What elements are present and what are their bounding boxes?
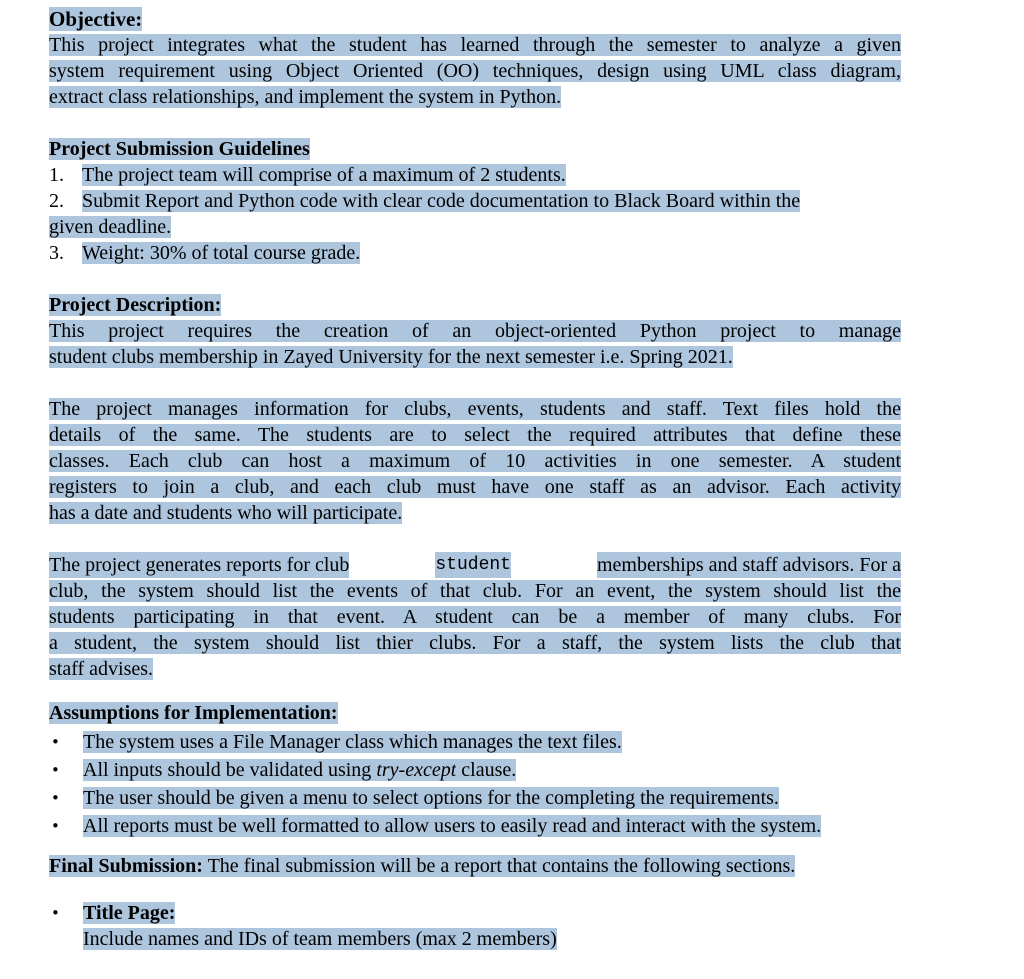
bullet-icon: •: [51, 817, 60, 835]
guideline-item-continuation: [49, 214, 901, 240]
assumption-item: [49, 812, 901, 840]
description-line: [49, 656, 901, 682]
assumption-item: [49, 728, 901, 756]
final-submission-label: Final Submission:: [49, 855, 203, 877]
description-line: [49, 318, 901, 344]
text-run: Weight: 30% of total course grade.: [82, 242, 361, 264]
bullet-icon: •: [51, 761, 60, 779]
section-item-title-page: [49, 900, 901, 926]
final-submission-text: The final submission will be a report that contains the following sections.: [202, 855, 796, 877]
text-run: The user should be given a menu to select options for the completing the requirements.: [83, 787, 779, 809]
text-run: student clubs membership in Zayed University for the next semester i.e. Spring 2021.: [49, 346, 733, 368]
title-page-description: [49, 926, 901, 952]
assumption-item: [49, 784, 901, 812]
description-line: [49, 500, 901, 526]
text-run: extract class relationships, and implement the system in Python.: [49, 86, 562, 108]
guideline-number: 2.: [49, 190, 64, 212]
text-run: Submit Report and Python code with clear code documentation to Black Board within the: [82, 190, 801, 212]
guideline-number: 1.: [49, 164, 64, 186]
text-run: try-except: [376, 759, 457, 781]
text-run: has a date and students who will participate.: [49, 502, 403, 524]
text-run: All inputs should be validated using: [83, 759, 377, 781]
document-page: [49, 6, 901, 952]
text-run: a student, the system should list thier clubs. For a staff, the system lists the club that: [49, 632, 901, 654]
objective-line: [49, 84, 901, 110]
objective-heading: [49, 6, 901, 32]
text-run: system requirement using Object Oriented (OO) techniques, design using UML class diagram,: [49, 60, 901, 82]
text-run: The project generates reports for club: [49, 554, 350, 576]
text-run: This project requires the creation of an object-oriented Python project to manage: [49, 320, 901, 342]
bullet-icon: •: [51, 904, 60, 922]
assumptions-heading: [49, 698, 901, 728]
text-run: This project integrates what the student has learned through the semester to analyze a given: [49, 34, 901, 56]
description-line: [49, 422, 901, 448]
text-run: club, the system should list the events of that club. For an event, the system should list the: [49, 580, 901, 602]
guidelines-heading: [49, 136, 901, 162]
description-line: [49, 552, 901, 578]
bullet-icon: •: [51, 789, 60, 807]
text-run: students participating in that event. A student can be a member of many clubs. For: [49, 606, 901, 628]
description-line: [49, 604, 901, 630]
text-run: The project manages information for clubs, events, students and staff. Text files hold the: [49, 398, 901, 420]
text-run: memberships and staff advisors. For a: [596, 554, 901, 576]
text-run: student: [435, 552, 511, 578]
text-run: Assumptions for Implementation:: [49, 702, 338, 724]
text-run: Project Submission Guidelines: [49, 138, 310, 160]
description-line: [49, 448, 901, 474]
text-run: The project team will comprise of a maximum of 2 students.: [82, 164, 566, 186]
text-run: The system uses a File Manager class which manages the text files.: [83, 731, 622, 753]
guideline-item: [49, 188, 901, 214]
text-run: details of the same. The students are to select the required attributes that define these: [49, 424, 901, 446]
description-line: [49, 578, 901, 604]
text-run: classes. Each club can host a maximum of 10 activities in one semester. A student: [49, 450, 901, 472]
description-line: [49, 474, 901, 500]
text-run: given deadline.: [49, 216, 172, 238]
objective-line: [49, 58, 901, 84]
text-run: Project Description:: [49, 294, 222, 316]
description-line: [49, 396, 901, 422]
description-line: [49, 630, 901, 656]
text-run: staff advises.: [49, 658, 154, 680]
objective-line: [49, 32, 901, 58]
final-submission: [49, 852, 901, 880]
description-heading: [49, 292, 901, 318]
text-run: All reports must be well formatted to allow users to easily read and interact with the system.: [83, 815, 822, 837]
guideline-item: [49, 162, 901, 188]
text-run: clause.: [456, 759, 517, 781]
guideline-number: 3.: [49, 242, 64, 264]
description-line: [49, 344, 901, 370]
bullet-icon: •: [51, 733, 60, 751]
text-run: Include names and IDs of team members (max 2 members): [83, 928, 557, 950]
text-run: Objective:: [49, 7, 143, 31]
text-run: registers to join a club, and each club must have one staff as an advisor. Each activity: [49, 476, 901, 498]
text-run: Title Page:: [83, 902, 176, 924]
assumption-item: [49, 756, 901, 784]
guideline-item: [49, 240, 901, 266]
